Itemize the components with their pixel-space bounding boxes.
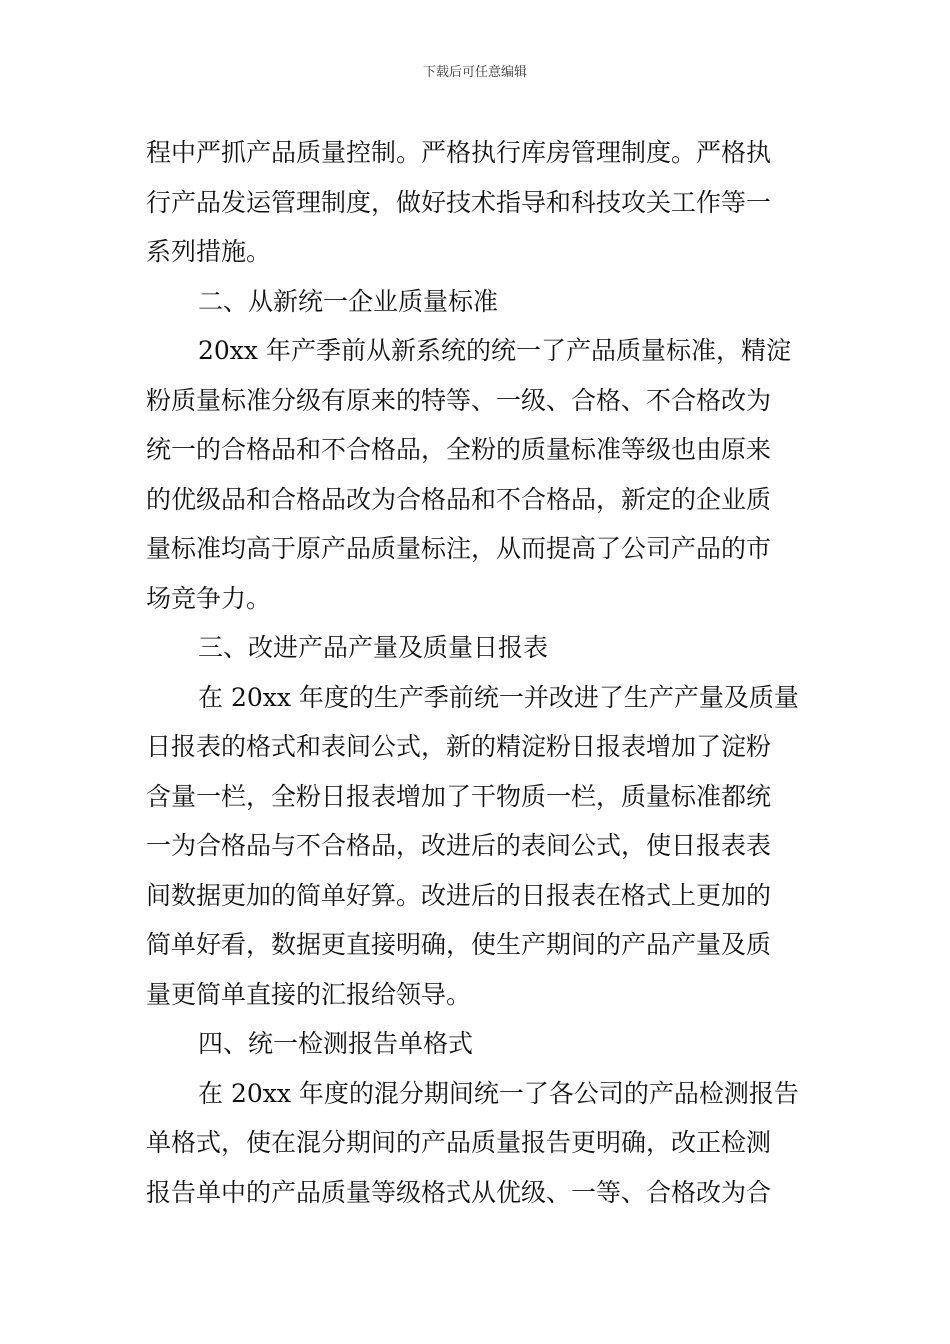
document-body bbox=[146, 128, 806, 1217]
text-line: 在 20xx 年度的生产季前统一并改进了生产产量及质量 bbox=[198, 682, 799, 712]
text-line: 在 20xx 年度的混分期间统一了各公司的产品检测报告 bbox=[198, 1078, 799, 1108]
text-line: 单格式，使在混分期间的产品质量报告更明确，改正检测 bbox=[146, 1128, 772, 1157]
text-line: 量标准均高于原产品质量标注，从而提高了公司产品的市 bbox=[146, 534, 772, 563]
text-line: 间数据更加的简单好算。改进后的日报表在格式上更加的 bbox=[146, 880, 772, 910]
text-line: 一为合格品与不合格品，改进后的表间公式，使日报表表 bbox=[146, 831, 772, 860]
page-header: 下载后可任意编辑 bbox=[422, 65, 527, 80]
text-line: 简单好看，数据更直接明确，使生产期间的产品产量及质 bbox=[146, 930, 772, 959]
text-line: 场竞争力。 bbox=[146, 583, 272, 613]
text-line: 程中严抓产品质量控制。严格执行库房管理制度。严格执 bbox=[146, 138, 772, 167]
text-line: 行产品发运管理制度，做好技术指导和科技攻关工作等一 bbox=[146, 187, 772, 217]
text-line: 日报表的格式和表间公式，新的精淀粉日报表增加了淀粉 bbox=[146, 732, 772, 761]
section-heading: 四、统一检测报告单格式 bbox=[198, 1029, 474, 1058]
text-line: 报告单中的产品质量等级格式从优级、一等、合格改为合 bbox=[146, 1177, 772, 1207]
text-line: 20xx 年产季前从新系统的统一了产品质量标准，精淀 bbox=[198, 336, 791, 365]
text-line: 统一的合格品和不合格品，全粉的质量标准等级也由原来 bbox=[146, 435, 772, 464]
text-line: 粉质量标准分级有原来的特等、一级、合格、不合格改为 bbox=[146, 385, 772, 415]
section-heading: 三、改进产品产量及质量日报表 bbox=[198, 633, 549, 662]
section-heading: 二、从新统一企业质量标准 bbox=[198, 286, 499, 316]
text-line: 含量一栏，全粉日报表增加了干物质一栏，质量标准都统 bbox=[146, 781, 772, 811]
text-line: 的优级品和合格品改为合格品和不合格品，新定的企业质 bbox=[146, 484, 772, 514]
text-line: 系列措施。 bbox=[146, 237, 272, 266]
text-line: 量更简单直接的汇报给领导。 bbox=[146, 979, 472, 1009]
